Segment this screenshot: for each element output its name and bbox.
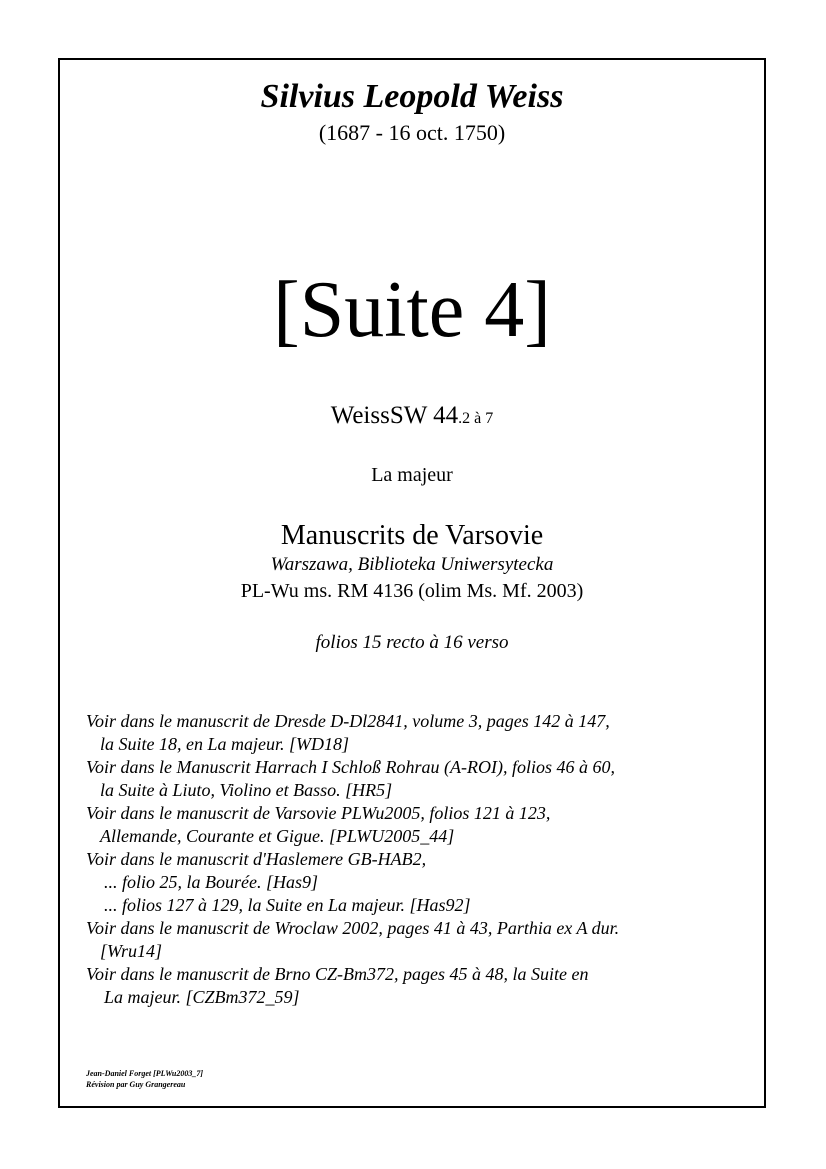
reference-line: Voir dans le manuscrit de Varsovie PLWu2005, folios 121 à 123, bbox=[86, 803, 551, 823]
reference-line: Allemande, Courante et Gigue. [PLWU2005_44] bbox=[100, 826, 455, 846]
reference-line: ... folios 127 à 129, la Suite en La majeur. [Has92] bbox=[104, 895, 471, 915]
revision-credit: Révision par Guy Grangereau bbox=[86, 1080, 186, 1089]
reference-line: [Wru14] bbox=[100, 941, 163, 961]
page-title: [Suite 4] bbox=[273, 266, 551, 354]
catalog-number bbox=[60, 402, 764, 430]
composer-dates: (1687 - 16 oct. 1750) bbox=[318, 120, 506, 145]
reference-line: La majeur. [CZBm372_59] bbox=[104, 987, 300, 1007]
reference-line: Voir dans le manuscrit de Brno CZ-Bm372, pages 45 à 48, la Suite en bbox=[86, 964, 589, 984]
reference-line: la Suite 18, en La majeur. [WD18] bbox=[100, 734, 349, 754]
reference-line: Voir dans le manuscrit d'Haslemere GB-HAB2, bbox=[86, 849, 427, 869]
reference-line: Voir dans le Manuscrit Harrach I Schloß Rohrau (A-ROI), folios 46 à 60, bbox=[86, 757, 615, 777]
reference-line: Voir dans le manuscrit de Dresde D-Dl2841, volume 3, pages 142 à 147, bbox=[86, 711, 610, 731]
key-signature: La majeur bbox=[371, 464, 453, 486]
shelfmark: PL-Wu ms. RM 4136 (olim Ms. Mf. 2003) bbox=[240, 580, 584, 602]
catalog-main: WeissSW 44 bbox=[330, 402, 459, 429]
concordance-list bbox=[86, 710, 756, 1009]
page-frame bbox=[58, 58, 766, 1108]
catalog-sub: .2 à 7 bbox=[458, 410, 494, 427]
reference-line: la Suite à Liuto, Violino et Basso. [HR5] bbox=[100, 780, 393, 800]
editor-credit: Jean-Daniel Forget [PLWu2003_7] bbox=[86, 1069, 204, 1078]
folios-range: folios 15 recto à 16 verso bbox=[315, 632, 509, 653]
reference-line: ... folio 25, la Bourée. [Has9] bbox=[104, 872, 318, 892]
composer-name: Silvius Leopold Weiss bbox=[260, 78, 564, 115]
reference-line: Voir dans le manuscrit de Wroclaw 2002, pages 41 à 43, Parthia ex A dur. bbox=[86, 918, 620, 938]
library-name: Warszawa, Biblioteka Uniwersytecka bbox=[270, 554, 554, 575]
collection-title: Manuscrits de Varsovie bbox=[280, 520, 544, 551]
credits bbox=[86, 1068, 203, 1090]
